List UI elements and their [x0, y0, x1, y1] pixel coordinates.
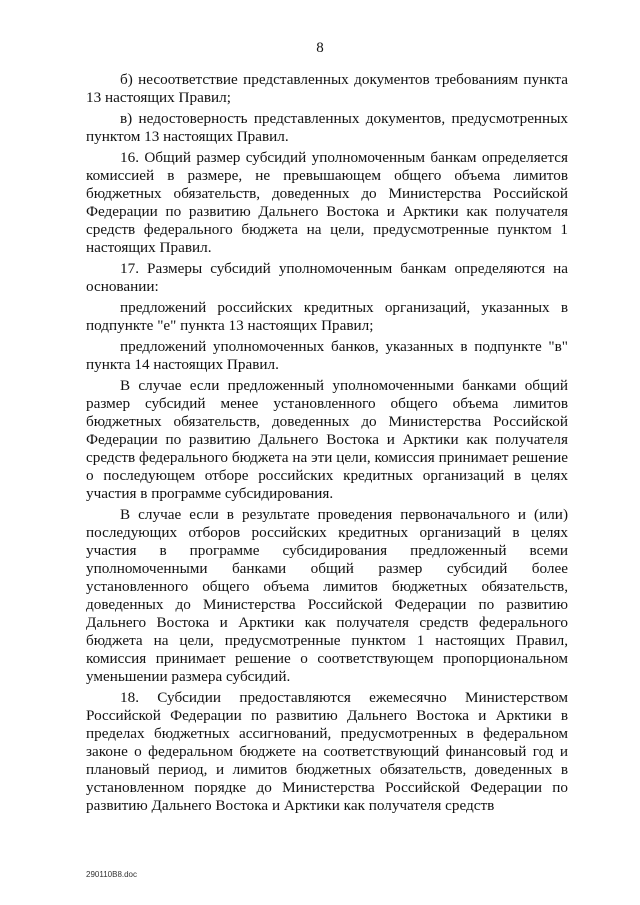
- paragraph-16: 16. Общий размер субсидий уполномоченным банкам определяется комиссией в размере, не превышающем общего объема лимитов бюджетных обязательств, доведенных до Министерства Российской Федерации по развитию Дальнего Востока и Арктики как получателя средств федерального бюджета на цели, предусмотренные пунктом 1 настоящих Правил.: [86, 149, 568, 256]
- paragraph-17-case-1: В случае если предложенный уполномоченными банками общий размер субсидий менее установленного общего объема лимитов бюджетных обязательств, доведенных до Министерства Российской Федерации по развитию Дальнего Востока и Арктики как получателя средств федерального бюджета на эти цели, комиссия принимает решение о последующем отборе российских кредитных организаций в целях участия в программе субсидирования.: [86, 377, 568, 502]
- paragraph-17-case-2: В случае если в результате проведения первоначального и (или) последующих отборов российских кредитных организаций в целях участия в программе субсидирования предложенный всеми уполномоченными банками общий размер субсидий более установленного общего объема лимитов бюджетных обязательств, доведенных до Министерства Российской Федерации по развитию Дальнего Востока и Арктики как получателя средств федерального бюджета на цели, предусмотренные пунктом 1 настоящих Правил, комиссия принимает решение о соответствующем пропорциональном уменьшении размера субсидий.: [86, 506, 568, 685]
- paragraph-17-item-1: предложений российских кредитных организаций, указанных в подпункте "е" пункта 13 настоящих Правил;: [86, 299, 568, 334]
- paragraph-15b: б) несоответствие представленных документов требованиям пункта 13 настоящих Правил;: [86, 71, 568, 106]
- paragraph-17: 17. Размеры субсидий уполномоченным банкам определяются на основании:: [86, 260, 568, 295]
- paragraph-18: 18. Субсидии предоставляются ежемесячно Министерством Российской Федерации по развитию Дальнего Востока и Арктики в пределах бюджетных ассигнований, предусмотренных в федеральном законе о федеральном бюджете на соответствующий финансовый год и плановый период, и лимитов бюджетных обязательств, доведенных в установленном порядке до Министерства Российской Федерации по развитию Дальнего Востока и Арктики как получателя средств: [86, 689, 568, 814]
- footer-filename: 290110B8.doc: [86, 870, 138, 879]
- paragraph-15v: в) недостоверность представленных документов, предусмотренных пунктом 13 настоящих Правил.: [86, 110, 568, 145]
- page-number: 8: [316, 40, 324, 56]
- paragraph-17-item-2: предложений уполномоченных банков, указанных в подпункте "в" пункта 14 настоящих Правил.: [86, 338, 568, 373]
- document-body: [86, 71, 568, 818]
